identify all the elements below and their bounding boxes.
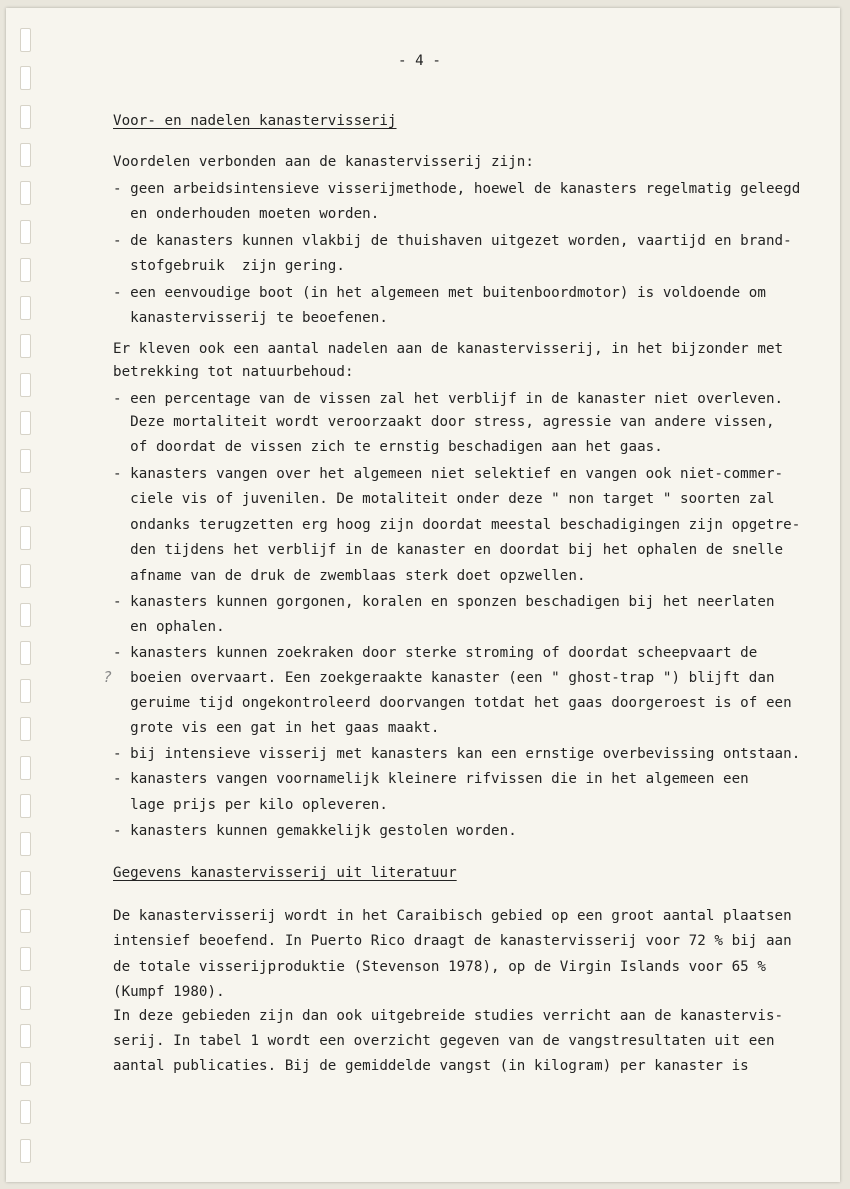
literature-line: intensief beoefend. In Puerto Rico draagt de kanastervisserij voor 72 % bij aan — [113, 933, 792, 949]
advantage-line: - een eenvoudige boot (in het algemeen met buitenboordmotor) is voldoende om — [113, 285, 766, 301]
binding-hole — [20, 105, 31, 129]
disadvantage-line: en ophalen. — [113, 619, 225, 635]
advantage-line: - geen arbeidsintensieve visserijmethode, hoewel de kanasters regelmatig geleegd — [113, 181, 801, 197]
binding-hole — [20, 756, 31, 780]
binding-hole — [20, 411, 31, 435]
binding-hole — [20, 143, 31, 167]
binding-hole — [20, 909, 31, 933]
binding-hole — [20, 526, 31, 550]
disadvantage-line: lage prijs per kilo opleveren. — [113, 797, 388, 813]
advantage-line: - de kanasters kunnen vlakbij de thuishaven uitgezet worden, vaartijd en brand- — [113, 233, 792, 249]
binding-hole — [20, 258, 31, 282]
binding-hole — [20, 947, 31, 971]
disadvantage-line: grote vis een gat in het gaas maakt. — [113, 720, 440, 736]
advantage-line: stofgebruik zijn gering. — [113, 258, 345, 274]
binding-hole — [20, 986, 31, 1010]
disadvantages-intro: betrekking tot natuurbehoud: — [113, 364, 354, 380]
advantage-line: kanastervisserij te beoefenen. — [113, 310, 388, 326]
literature-line: In deze gebieden zijn dan ook uitgebreide studies verricht aan de kanastervis- — [113, 1008, 784, 1024]
literature-line: De kanastervisserij wordt in het Caraibisch gebied op een groot aantal plaatsen — [113, 908, 792, 924]
literature-line: aantal publicaties. Bij de gemiddelde vangst (in kilogram) per kanaster is — [113, 1058, 749, 1074]
binding-hole — [20, 220, 31, 244]
binding-hole — [20, 832, 31, 856]
binding-hole — [20, 603, 31, 627]
binding-hole — [20, 794, 31, 818]
advantage-line: en onderhouden moeten worden. — [113, 206, 380, 222]
disadvantage-line: ondanks terugzetten erg hoog zijn doordat meestal beschadigingen zijn opgetre- — [113, 517, 801, 533]
binding-hole — [20, 449, 31, 473]
page-number: - 4 - — [398, 53, 441, 69]
disadvantage-line: - kanasters vangen voornamelijk kleinere rifvissen die in het algemeen een — [113, 771, 749, 787]
binding-hole — [20, 1139, 31, 1163]
binding-hole — [20, 66, 31, 90]
disadvantage-line: - kanasters kunnen zoekraken door sterke stroming of doordat scheepvaart de — [113, 645, 758, 661]
disadvantage-line: afname van de druk de zwemblaas sterk doet opzwellen. — [113, 568, 586, 584]
disadvantage-line: - kanasters kunnen gorgonen, koralen en sponzen beschadigen bij het neerlaten — [113, 594, 775, 610]
binding-hole — [20, 488, 31, 512]
binding-hole — [20, 679, 31, 703]
disadvantage-line: - kanasters kunnen gemakkelijk gestolen worden. — [113, 823, 517, 839]
disadvantage-line: den tijdens het verblijf in de kanaster en doordat bij het ophalen de snelle — [113, 542, 784, 558]
disadvantage-line: Deze mortaliteit wordt veroorzaakt door stress, agressie van andere vissen, — [113, 414, 775, 430]
binding-hole — [20, 1024, 31, 1048]
binding-hole — [20, 564, 31, 588]
disadvantage-line: ciele vis of juvenilen. De motaliteit onder deze " non target " soorten zal — [113, 491, 775, 507]
binding-hole — [20, 373, 31, 397]
binding-hole — [20, 717, 31, 741]
binding-hole — [20, 871, 31, 895]
literature-line: de totale visserijproduktie (Stevenson 1978), op de Virgin Islands voor 65 % — [113, 959, 766, 975]
binding-hole — [20, 1100, 31, 1124]
binding-hole — [20, 334, 31, 358]
margin-question-mark: ? — [103, 668, 113, 686]
disadvantage-line: - een percentage van de vissen zal het verblijf in de kanaster niet overleven. — [113, 391, 784, 407]
disadvantages-intro: Er kleven ook een aantal nadelen aan de kanastervisserij, in het bijzonder met — [113, 341, 784, 357]
binding-hole — [20, 641, 31, 665]
binding-hole — [20, 28, 31, 52]
disadvantage-line: geruime tijd ongekontroleerd doorvangen totdat het gaas doorgeroest is of een — [113, 695, 792, 711]
literature-line: (Kumpf 1980). — [113, 984, 225, 1000]
binding-holes — [20, 28, 32, 1178]
binding-hole — [20, 296, 31, 320]
advantages-intro: Voordelen verbonden aan de kanastervisserij zijn: — [113, 154, 534, 170]
disadvantage-line: of doordat de vissen zich te ernstig beschadigen aan het gaas. — [113, 439, 663, 455]
disadvantage-line: - bij intensieve visserij met kanasters kan een ernstige overbevissing ontstaan. — [113, 746, 801, 762]
disadvantage-line: boeien overvaart. Een zoekgeraakte kanaster (een " ghost-trap ") blijft dan — [113, 670, 775, 686]
disadvantage-line: - kanasters vangen over het algemeen niet selektief en vangen ook niet-commer- — [113, 466, 784, 482]
section-heading-literature: Gegevens kanastervisserij uit literatuur — [113, 865, 457, 881]
section-heading-pros-cons: Voor- en nadelen kanastervisserij — [113, 113, 397, 129]
binding-hole — [20, 1062, 31, 1086]
literature-line: serij. In tabel 1 wordt een overzicht gegeven van de vangstresultaten uit een — [113, 1033, 775, 1049]
binding-hole — [20, 181, 31, 205]
